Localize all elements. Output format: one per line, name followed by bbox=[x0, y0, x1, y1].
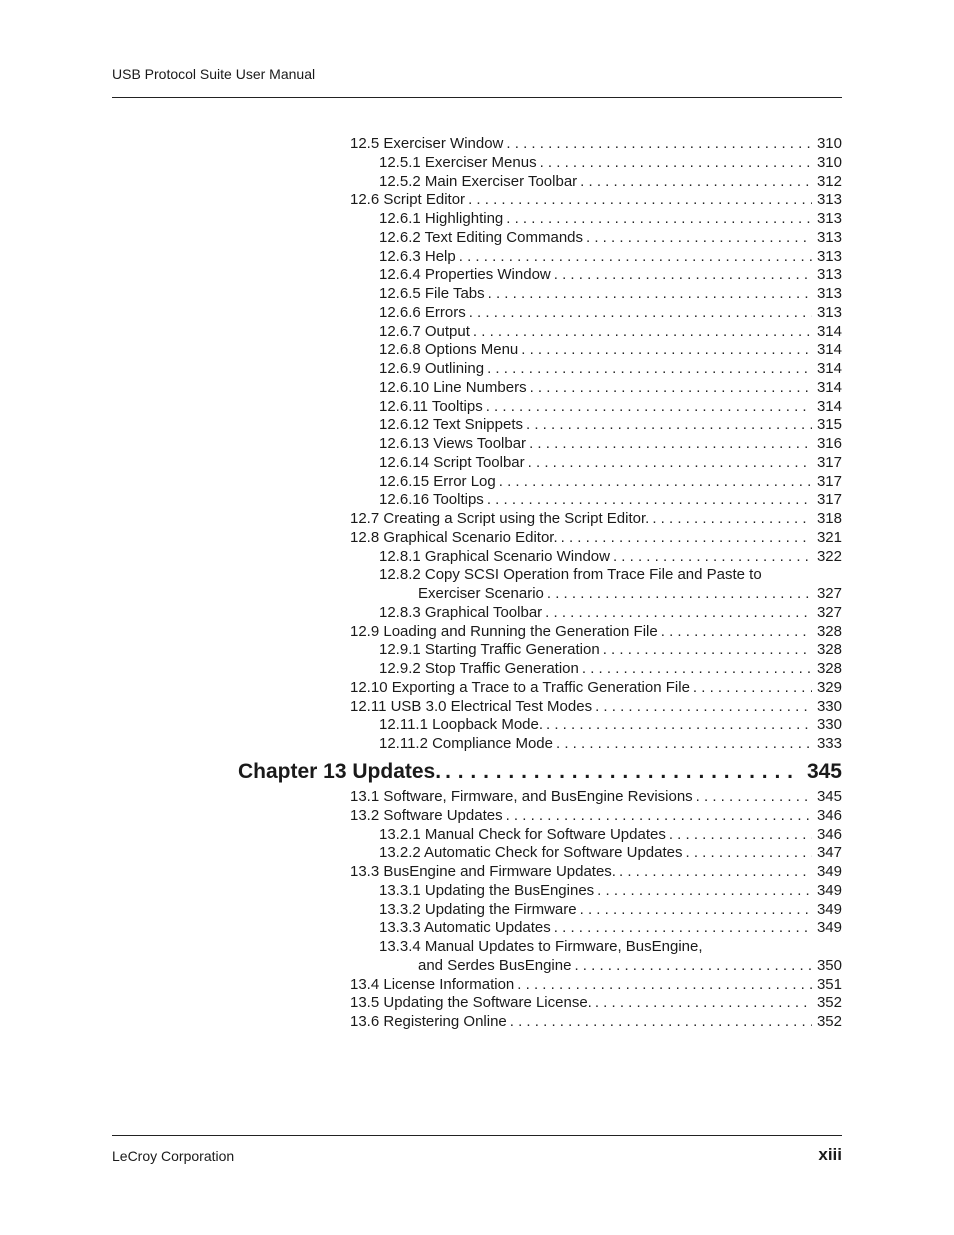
toc-entry-page: 314 bbox=[816, 322, 842, 340]
toc-dot-leader bbox=[686, 844, 813, 863]
toc-dot-leader bbox=[499, 473, 812, 492]
toc-dot-leader bbox=[469, 304, 812, 323]
toc-dot-leader bbox=[487, 491, 812, 510]
toc-entry[interactable] bbox=[350, 1013, 842, 1032]
toc-entry[interactable] bbox=[350, 191, 842, 210]
toc-entry-label: 12.11 USB 3.0 Electrical Test Modes bbox=[350, 697, 593, 715]
toc-entry-page: 318 bbox=[816, 510, 842, 527]
toc-entry-page: 351 bbox=[816, 975, 842, 993]
toc-entry[interactable] bbox=[350, 548, 842, 567]
toc-entry-page: 352 bbox=[816, 994, 842, 1012]
toc-entry-page: 317 bbox=[816, 453, 842, 471]
toc-entry[interactable] bbox=[350, 826, 842, 845]
toc-entry[interactable] bbox=[350, 919, 842, 938]
toc-entry-page: 327 bbox=[816, 585, 842, 602]
toc-entry-page: 314 bbox=[816, 378, 842, 396]
toc-entry-label: 13.3.2 Updating the Firmware bbox=[379, 900, 577, 918]
toc-entry[interactable] bbox=[350, 510, 842, 529]
toc-entry-page: 328 bbox=[816, 622, 842, 640]
toc-entry-label: 12.9 Loading and Running the Generation File bbox=[350, 622, 658, 640]
toc-entry-page: 313 bbox=[816, 210, 842, 227]
toc-list-chapter-12 bbox=[350, 135, 842, 754]
toc-entry-label: 13.1 Software, Firmware, and BusEngine Revisions bbox=[350, 788, 693, 805]
toc-dot-leader bbox=[547, 585, 812, 604]
toc-entry[interactable] bbox=[350, 844, 842, 863]
toc-entry-label: 13.4 License Information bbox=[350, 975, 515, 993]
toc-dot-leader bbox=[488, 285, 812, 304]
toc-entry[interactable] bbox=[350, 473, 842, 492]
toc-entry[interactable] bbox=[350, 435, 842, 454]
toc-dot-leader bbox=[669, 826, 812, 845]
toc-entry[interactable] bbox=[350, 154, 842, 173]
chapter-label: Chapter 13 Updates. bbox=[238, 760, 442, 783]
toc-entry[interactable] bbox=[350, 529, 842, 548]
toc-entry[interactable] bbox=[350, 604, 842, 623]
toc-entry-label: Exerciser Scenario bbox=[418, 585, 544, 602]
toc-dot-leader bbox=[580, 173, 812, 192]
toc-entry[interactable] bbox=[350, 807, 842, 826]
toc-dot-leader bbox=[486, 398, 812, 417]
toc-entry-page: 310 bbox=[816, 135, 842, 152]
toc-dot-leader bbox=[506, 807, 812, 826]
toc-entry-page: 349 bbox=[816, 900, 842, 918]
toc-entry-label: 12.6.1 Highlighting bbox=[379, 210, 504, 227]
toc-entry-page: 349 bbox=[816, 881, 842, 899]
toc-entry[interactable] bbox=[350, 210, 842, 229]
toc-dot-leader bbox=[521, 341, 812, 360]
toc-entry-label: 12.9.1 Starting Traffic Generation bbox=[379, 641, 600, 659]
toc-dot-leader bbox=[586, 229, 812, 248]
toc-entry-page: 313 bbox=[816, 228, 842, 246]
toc-entry-label: 13.2.1 Manual Check for Software Updates bbox=[379, 825, 666, 843]
toc-entry[interactable] bbox=[350, 248, 842, 267]
toc-entry[interactable] bbox=[350, 173, 842, 192]
toc-entry-page: 330 bbox=[816, 716, 842, 734]
toc-entry[interactable] bbox=[350, 229, 842, 248]
toc-dot-leader bbox=[696, 788, 812, 807]
toc-dot-leader bbox=[506, 135, 812, 154]
toc-entry[interactable] bbox=[350, 698, 842, 717]
toc-entry-label: 12.5.2 Main Exerciser Toolbar bbox=[379, 172, 578, 190]
toc-entry[interactable] bbox=[350, 994, 842, 1013]
toc-entry-label: 12.6.7 Output bbox=[379, 322, 470, 340]
toc-entry-page: 310 bbox=[816, 153, 842, 171]
toc-entry-label: 12.6.9 Outlining bbox=[379, 360, 485, 377]
toc-dot-leader bbox=[554, 919, 812, 938]
toc-entry-page: 328 bbox=[816, 641, 842, 659]
footer-rule bbox=[112, 1135, 842, 1136]
toc-entry-page: 322 bbox=[816, 547, 842, 565]
toc-entry-label: 12.6.14 Script Toolbar bbox=[379, 453, 525, 471]
toc-entry-label: 12.6.10 Line Numbers bbox=[379, 378, 527, 396]
toc-dot-leader bbox=[529, 435, 812, 454]
toc-entry-label: 12.6.6 Errors bbox=[379, 303, 466, 321]
toc-entry-page: 330 bbox=[816, 697, 842, 715]
toc-dot-leader bbox=[561, 529, 812, 548]
toc-entry-page: 315 bbox=[816, 416, 842, 434]
toc-entry-label: 12.11.2 Compliance Mode bbox=[379, 735, 553, 752]
toc-entry-label: and Serdes BusEngine bbox=[418, 956, 572, 974]
toc-entry-page: 321 bbox=[816, 528, 842, 546]
toc-dot-leader bbox=[603, 641, 812, 660]
toc-entry[interactable] bbox=[350, 938, 842, 957]
toc-entry[interactable] bbox=[350, 454, 842, 473]
toc-entry-page: 349 bbox=[816, 863, 842, 880]
toc-dot-leader bbox=[556, 735, 812, 754]
toc-dot-leader bbox=[545, 604, 812, 623]
toc-dot-leader bbox=[661, 623, 812, 642]
toc-entry-page: 314 bbox=[816, 360, 842, 377]
toc-dot-leader bbox=[540, 154, 812, 173]
toc-entry-label: 12.8 Graphical Scenario Editor. bbox=[350, 528, 558, 546]
toc-entry-label: 12.7 Creating a Script using the Script Editor. bbox=[350, 510, 650, 527]
toc-dot-leader bbox=[510, 1013, 812, 1032]
toc-entry[interactable] bbox=[350, 416, 842, 435]
toc-entry[interactable] bbox=[350, 360, 842, 379]
toc-entry-label: 12.5.1 Exerciser Menus bbox=[379, 153, 537, 171]
toc-entry-label: 13.3.3 Automatic Updates bbox=[379, 919, 551, 937]
toc-entry[interactable] bbox=[350, 135, 842, 154]
toc-entry[interactable] bbox=[350, 679, 842, 698]
toc-list-chapter-13 bbox=[350, 788, 842, 1032]
toc-dot-leader bbox=[619, 863, 812, 882]
toc-entry-label: 13.6 Registering Online bbox=[350, 1013, 507, 1030]
toc-entry[interactable] bbox=[350, 957, 842, 976]
toc-entry-page: 328 bbox=[816, 660, 842, 677]
toc-entry-label: 12.6.11 Tooltips bbox=[379, 397, 483, 415]
toc-entry-label: 12.8.1 Graphical Scenario Window bbox=[379, 547, 610, 565]
toc-entry-page: 346 bbox=[816, 806, 842, 824]
toc-dot-leader bbox=[582, 660, 812, 679]
toc-entry-page: 313 bbox=[816, 191, 842, 209]
toc-entry-page: 316 bbox=[816, 435, 842, 452]
toc-entry-page: 329 bbox=[816, 678, 842, 696]
toc-entry-label: 12.5 Exerciser Window bbox=[350, 135, 504, 152]
toc-entry[interactable] bbox=[350, 341, 842, 360]
toc-entry-label: 13.2 Software Updates bbox=[350, 806, 503, 824]
toc-entry-label: 12.6.4 Properties Window bbox=[379, 266, 551, 284]
toc-entry-page: 350 bbox=[816, 956, 842, 974]
toc-dot-leader bbox=[597, 882, 812, 901]
toc-entry-label: 12.10 Exporting a Trace to a Traffic Generation File bbox=[350, 678, 690, 696]
toc-dot-leader bbox=[613, 548, 812, 567]
toc-dot-leader bbox=[459, 248, 812, 267]
toc-dot-leader bbox=[506, 210, 812, 229]
footer-company: LeCroy Corporation bbox=[112, 1148, 235, 1164]
running-header: USB Protocol Suite User Manual bbox=[112, 66, 316, 82]
toc-entry[interactable] bbox=[350, 266, 842, 285]
toc-entry-label: 13.3.1 Updating the BusEngines bbox=[379, 881, 595, 899]
toc-dot-leader bbox=[526, 416, 812, 435]
toc-entry-label: 12.6.12 Text Snippets bbox=[379, 416, 523, 434]
toc-entry-label: 12.6 Script Editor bbox=[350, 191, 466, 209]
toc-entry-page: 313 bbox=[816, 303, 842, 321]
toc-entry-label: 13.2.2 Automatic Check for Software Updates bbox=[379, 844, 683, 862]
toc-entry[interactable] bbox=[350, 863, 842, 882]
toc-entry[interactable] bbox=[350, 379, 842, 398]
toc-entry-label: 12.6.5 File Tabs bbox=[379, 285, 485, 302]
toc-entry-label: 13.5 Updating the Software License. bbox=[350, 994, 592, 1012]
toc-entry-label: 12.6.16 Tooltips bbox=[379, 491, 484, 509]
toc-entry-label: 12.6.13 Views Toolbar bbox=[379, 435, 527, 452]
toc-entry-page: 317 bbox=[816, 472, 842, 490]
chapter-dot-leader bbox=[445, 760, 797, 784]
toc-entry-page: 327 bbox=[816, 603, 842, 621]
toc-dot-leader bbox=[595, 698, 812, 717]
toc-entry[interactable] bbox=[350, 788, 842, 807]
toc-entry-label: 12.11.1 Loopback Mode. bbox=[379, 716, 544, 734]
toc-entry-page: 346 bbox=[816, 825, 842, 843]
toc-entry[interactable] bbox=[350, 285, 842, 304]
toc-entry-label: 12.6.2 Text Editing Commands bbox=[379, 228, 584, 246]
toc-dot-leader bbox=[652, 510, 812, 529]
toc-entry[interactable] bbox=[350, 882, 842, 901]
toc-entry-page: 313 bbox=[816, 247, 842, 265]
toc-entry[interactable] bbox=[350, 735, 842, 754]
toc-entry-page: 314 bbox=[816, 341, 842, 359]
toc-dot-leader bbox=[554, 266, 812, 285]
toc-entry-page: 345 bbox=[816, 788, 842, 805]
header-rule bbox=[112, 97, 842, 98]
toc-dot-leader bbox=[468, 191, 812, 210]
toc-entry-label: 12.6.8 Options Menu bbox=[379, 341, 519, 359]
toc-entry[interactable] bbox=[350, 585, 842, 604]
toc-entry[interactable] bbox=[350, 323, 842, 342]
chapter-heading[interactable] bbox=[238, 760, 842, 788]
toc-dot-leader bbox=[693, 679, 812, 698]
toc-entry-page: 312 bbox=[816, 172, 842, 190]
chapter-page-number: 345 bbox=[806, 760, 842, 783]
toc-entry[interactable] bbox=[350, 398, 842, 417]
toc-entry[interactable] bbox=[350, 660, 842, 679]
toc-entry[interactable] bbox=[350, 641, 842, 660]
toc-entry-label: 12.8.3 Graphical Toolbar bbox=[379, 603, 543, 621]
toc-dot-leader bbox=[517, 976, 812, 995]
toc-dot-leader bbox=[546, 716, 812, 735]
toc-dot-leader bbox=[530, 379, 812, 398]
toc-entry-page: 347 bbox=[816, 844, 842, 862]
toc-entry-label: 12.9.2 Stop Traffic Generation bbox=[379, 660, 579, 677]
toc-entry[interactable] bbox=[350, 491, 842, 510]
footer-page-number: xiii bbox=[818, 1145, 842, 1164]
toc-entry[interactable] bbox=[350, 976, 842, 995]
toc-dot-leader bbox=[574, 957, 812, 976]
toc-dot-leader bbox=[528, 454, 812, 473]
toc-entry-page: 313 bbox=[816, 285, 842, 302]
toc-dot-leader bbox=[487, 360, 812, 379]
toc-entry[interactable] bbox=[350, 716, 842, 735]
toc-entry-page: 314 bbox=[816, 397, 842, 415]
toc-entry[interactable] bbox=[350, 566, 842, 585]
toc-entry-label: 13.3 BusEngine and Firmware Updates. bbox=[350, 863, 616, 880]
toc-entry-label: 12.8.2 Copy SCSI Operation from Trace File and Paste to bbox=[379, 566, 762, 584]
toc-dot-leader bbox=[473, 323, 812, 342]
toc-entry[interactable] bbox=[350, 623, 842, 642]
toc-entry-page: 333 bbox=[816, 735, 842, 752]
toc-entry-page: 349 bbox=[816, 919, 842, 937]
toc-entry[interactable] bbox=[350, 304, 842, 323]
toc-entry[interactable] bbox=[350, 901, 842, 920]
toc-entry-label: 12.6.3 Help bbox=[379, 247, 456, 265]
toc-entry-label: 12.6.15 Error Log bbox=[379, 472, 496, 490]
toc-entry-page: 317 bbox=[816, 491, 842, 509]
toc-entry-page: 352 bbox=[816, 1013, 842, 1030]
toc-entry-page: 313 bbox=[816, 266, 842, 284]
toc-entry-label: 13.3.4 Manual Updates to Firmware, BusEngine, bbox=[379, 938, 703, 955]
toc-dot-leader bbox=[580, 901, 812, 920]
toc-dot-leader bbox=[595, 994, 812, 1013]
